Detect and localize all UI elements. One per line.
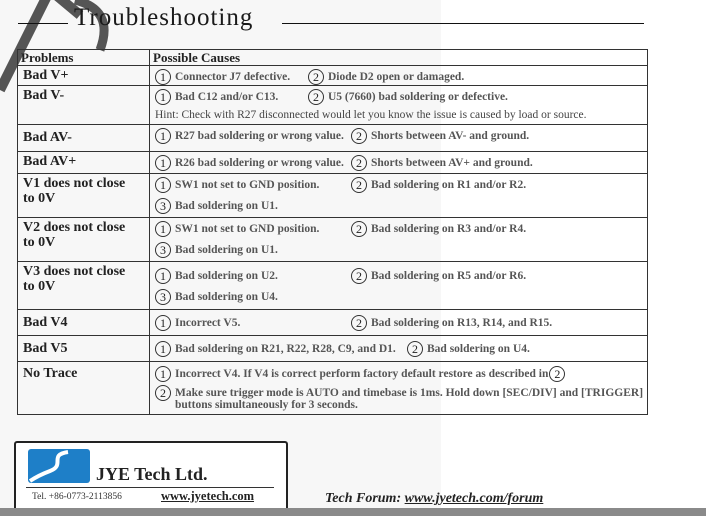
cause-text: Connector J7 defective. [175, 70, 291, 83]
table-row [18, 336, 648, 362]
telephone: Tel. +86-0773-2113856 [32, 492, 122, 502]
cause-text: Diode D2 open or damaged. [328, 70, 465, 83]
causes-cell [150, 152, 648, 174]
cause-text: Bad soldering on U1. [175, 199, 278, 212]
table-row [18, 125, 648, 152]
cause-text: Bad soldering on R21, R22, R28, C9, and D1. [175, 342, 396, 355]
causes-cell [150, 362, 648, 415]
title-rule-left [18, 23, 68, 24]
table-row [18, 174, 648, 218]
cause-text: Shorts between AV- and ground. [371, 129, 530, 142]
cause-text: Bad soldering on R1 and/or R2. [371, 178, 527, 191]
table-row [18, 310, 648, 336]
cause-text: Bad soldering on U2. [175, 269, 278, 282]
problem-cell: Bad AV+ [18, 152, 150, 174]
number-2-icon: 2 [351, 155, 367, 171]
number-1-icon: 1 [155, 268, 171, 284]
jye-logo-icon [28, 449, 90, 483]
problem-line: V1 does not close [23, 176, 126, 191]
causes-cell [150, 310, 648, 336]
cause-text: SW1 not set to GND position. [175, 178, 320, 191]
causes-cell [150, 66, 648, 86]
number-1-icon: 1 [155, 128, 171, 144]
number-2-icon: 2 [351, 268, 367, 284]
table-row [18, 218, 648, 262]
number-1-icon: 1 [155, 341, 171, 357]
number-2-icon: 2 [351, 128, 367, 144]
table-row [18, 262, 648, 310]
problem-cell: No Trace [18, 362, 150, 415]
table-row [18, 362, 648, 415]
cause-text: R26 bad soldering or wrong value. [175, 156, 344, 169]
number-1-icon: 1 [155, 89, 171, 105]
title-rule-right [282, 23, 644, 24]
cause-text: Bad soldering on U4. [175, 290, 278, 303]
company-name: JYE Tech Ltd. [96, 464, 208, 484]
table-header-row [18, 50, 648, 66]
problem-cell: Bad AV- [18, 125, 150, 152]
forum-link[interactable]: www.jyetech.com/forum [404, 491, 544, 506]
problem-cell: Bad V+ [18, 66, 150, 86]
cause-text: Shorts between AV+ and ground. [371, 156, 533, 169]
number-2-reference-icon: 2 [549, 366, 565, 382]
problem-line: V3 does not close [23, 264, 126, 279]
header-possible-causes: Possible Causes [150, 50, 648, 66]
number-2-icon: 2 [308, 89, 324, 105]
header-problems: Problems [18, 50, 150, 66]
page-title: Troubleshooting [74, 4, 254, 31]
causes-cell [150, 336, 648, 362]
company-info-box [14, 441, 288, 511]
cause-text: Bad soldering on U1. [175, 243, 278, 256]
cause-text-line: buttons simultaneously for 3 seconds. [175, 399, 358, 411]
bottom-border-bar [0, 508, 706, 516]
section-title [18, 6, 646, 40]
number-1-icon: 1 [155, 155, 171, 171]
number-1-icon: 1 [155, 177, 171, 193]
cause-text: Bad soldering on R3 and/or R4. [371, 222, 527, 235]
table-row [18, 86, 648, 125]
problem-cell [18, 218, 150, 262]
number-3-icon: 3 [155, 242, 171, 258]
forum-label: Tech Forum: [325, 491, 402, 506]
causes-cell [150, 262, 648, 310]
problem-cell: Bad V- [18, 86, 150, 125]
company-divider [26, 487, 274, 488]
number-3-icon: 3 [155, 289, 171, 305]
causes-cell [150, 125, 648, 152]
cause-text: Bad soldering on U4. [427, 342, 530, 355]
causes-cell [150, 218, 648, 262]
number-2-icon: 2 [407, 341, 423, 357]
table-row [18, 152, 648, 174]
problem-cell: Bad V5 [18, 336, 150, 362]
cause-text: Bad soldering on R13, R14, and R15. [371, 316, 553, 329]
problem-line: to 0V [23, 279, 56, 294]
number-2-icon: 2 [351, 221, 367, 237]
cause-text-line: Make sure trigger mode is AUTO and timebase is 1ms. Hold down [SEC/DIV] and [TRIGGER] [175, 387, 644, 399]
table-row [18, 66, 648, 86]
number-1-icon: 1 [155, 315, 171, 331]
number-1-icon: 1 [155, 221, 171, 237]
number-2-icon: 2 [308, 69, 324, 85]
number-3-icon: 3 [155, 198, 171, 214]
causes-cell [150, 86, 648, 125]
problem-cell: Bad V4 [18, 310, 150, 336]
problem-cell [18, 262, 150, 310]
cause-text: SW1 not set to GND position. [175, 222, 320, 235]
website-link[interactable]: www.jyetech.com [161, 489, 255, 503]
hint-text: Hint: Check with R27 disconnected would let you know the issue is caused by load or source. [155, 109, 587, 121]
number-2-icon: 2 [155, 385, 171, 401]
causes-cell [150, 174, 648, 218]
problem-line: to 0V [23, 235, 56, 250]
problem-cell [18, 174, 150, 218]
number-2-icon: 2 [351, 177, 367, 193]
cause-text: Bad C12 and/or C13. [175, 90, 279, 103]
problem-line: V2 does not close [23, 220, 126, 235]
troubleshooting-table [17, 49, 648, 415]
cause-text: Incorrect V4. If V4 is correct perform factory default restore as described in [175, 367, 549, 380]
cause-text: Bad soldering on R5 and/or R6. [371, 269, 527, 282]
cause-text: R27 bad soldering or wrong value. [175, 129, 344, 142]
number-1-icon: 1 [155, 366, 171, 382]
number-2-icon: 2 [351, 315, 367, 331]
problem-line: to 0V [23, 191, 56, 206]
number-1-icon: 1 [155, 69, 171, 85]
tech-forum [325, 491, 543, 507]
cause-text: Incorrect V5. [175, 316, 241, 329]
cause-text: U5 (7660) bad soldering or defective. [328, 90, 508, 103]
